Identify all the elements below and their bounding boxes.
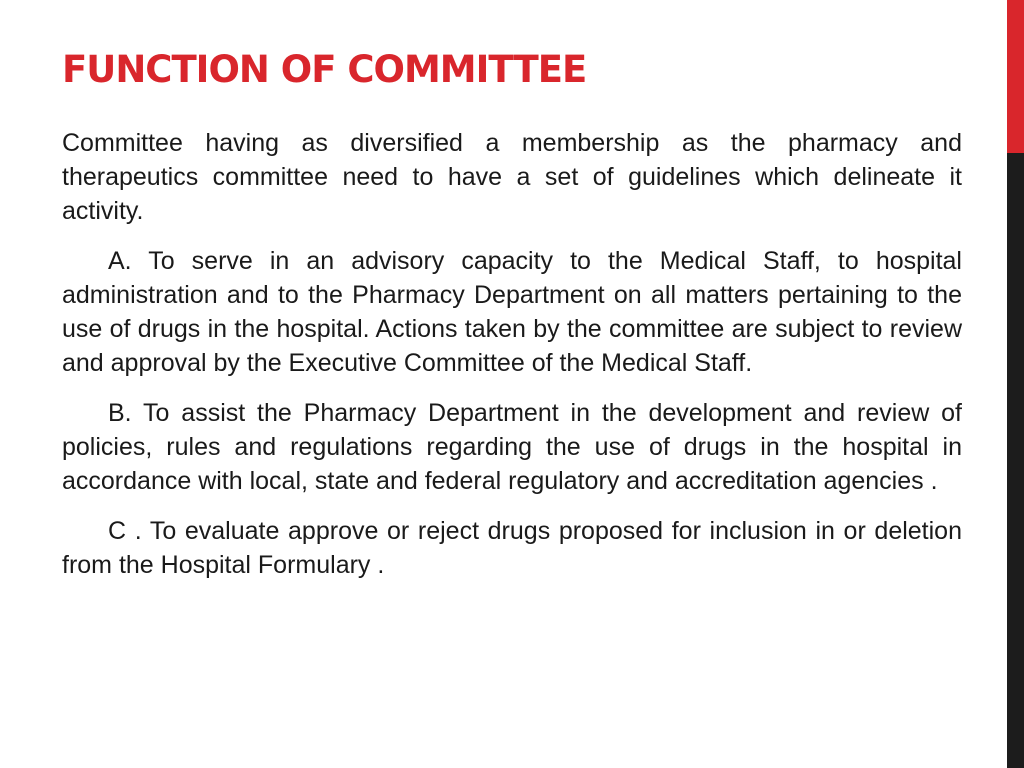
intro-paragraph: Committee having as diversified a membership as the pharmacy and therapeutics committee need to have a set of guidelines which delineate it activity. <box>62 129 962 225</box>
function-item-b: B. To assist the Pharmacy Department in the development and review of policies, rules and regulations regarding the use of drugs in the hospital in accordance with local, state and federal regulatory and accreditation agencies . <box>62 399 962 495</box>
accent-bar-red <box>1007 0 1024 153</box>
function-item-a: A. To serve in an advisory capacity to the Medical Staff, to hospital administration and to the Pharmacy Department on all matters pertaining to the use of drugs in the hospital. Actions taken by the committee are subject to review and approval by the Executive Committee of the Medical Staff. <box>62 247 962 377</box>
slide-title: FUNCTION OF COMMITTEE <box>62 48 587 91</box>
accent-bar-dark <box>1007 153 1024 768</box>
function-item-c: C . To evaluate approve or reject drugs proposed for inclusion in or deletion from the Hospital Formulary . <box>62 517 962 579</box>
slide-body <box>62 126 962 598</box>
